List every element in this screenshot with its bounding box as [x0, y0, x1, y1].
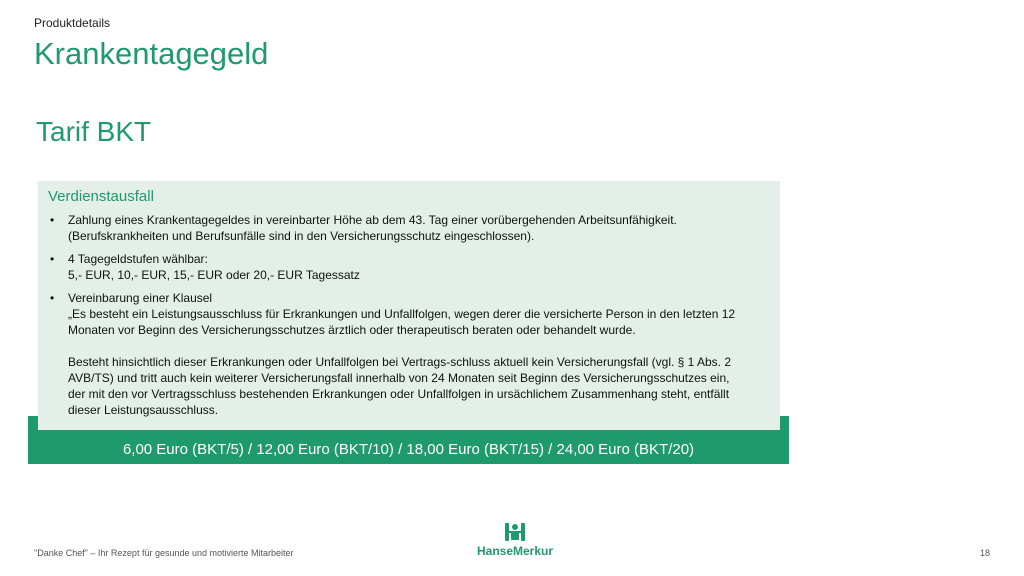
text-line: • 4 Tagegeldstufen wählbar:: [68, 252, 208, 266]
page-number: 18: [979, 548, 990, 558]
page-title: Krankentagegeld: [34, 36, 269, 71]
breadcrumb: Produktdetails: [34, 16, 111, 30]
text-line: der mit den vor Vertragsschluss bestehenden Erkrankungen oder Unfallfolgen in ursächlichem Zusammenhang steht, entfällt: [68, 387, 730, 401]
text-line: 5,- EUR, 10,- EUR, 15,- EUR oder 20,- EUR Tagessatz: [68, 268, 360, 282]
footer-text: "Danke Chef" – Ihr Rezept für gesunde und motivierte Mitarbeiter: [34, 548, 294, 558]
text-line: (Berufskrankheiten und Berufsunfälle sind in den Versicherungsschutz eingeschlossen).: [68, 229, 535, 243]
text-line: „Es besteht ein Leistungsausschluss für Erkrankungen und Unfallfolgen, wegen derer die versicherte Person in den letzten 12: [68, 307, 736, 321]
paragraph-gap: [68, 338, 770, 354]
bullet-list: [48, 212, 770, 418]
logo-text: HanseMerkur: [476, 544, 554, 558]
list-item: [48, 212, 770, 244]
text-line: • Vereinbarung einer Klausel: [68, 291, 213, 305]
tariff-subtitle: Tarif BKT: [36, 116, 152, 147]
text-line: dieser Leistungsausschluss.: [68, 403, 219, 417]
company-logo: [475, 522, 555, 562]
text-line: AVB/TS) und tritt auch kein weiterer Versicherungsfall innerhalb von 24 Monaten seit Beginn des Versicherungsschutzes ein,: [68, 371, 730, 385]
text-line: • Zahlung eines Krankentagegeldes in vereinbarter Höhe ab dem 43. Tag einer vorübergehenden Arbeitsunfähigkeit.: [68, 213, 677, 227]
list-item: [48, 290, 770, 418]
info-box: [38, 181, 780, 430]
list-item: [48, 251, 770, 283]
text-line: Besteht hinsichtlich dieser Erkrankungen oder Unfallfolgen bei Vertrags-schluss aktuell kein Versicherungsfall (vgl. § 1 Abs. 2: [68, 355, 732, 369]
price-line: 6,00 Euro (BKT/5) / 12,00 Euro (BKT/10) / 18,00 Euro (BKT/15) / 24,00 Euro (BKT/20): [122, 441, 695, 458]
box-heading: Verdienstausfall: [48, 188, 154, 205]
text-line: Monaten vor Beginn des Versicherungsschutzes ärztlich oder therapeutisch beraten oder behandelt wurde.: [68, 323, 636, 337]
